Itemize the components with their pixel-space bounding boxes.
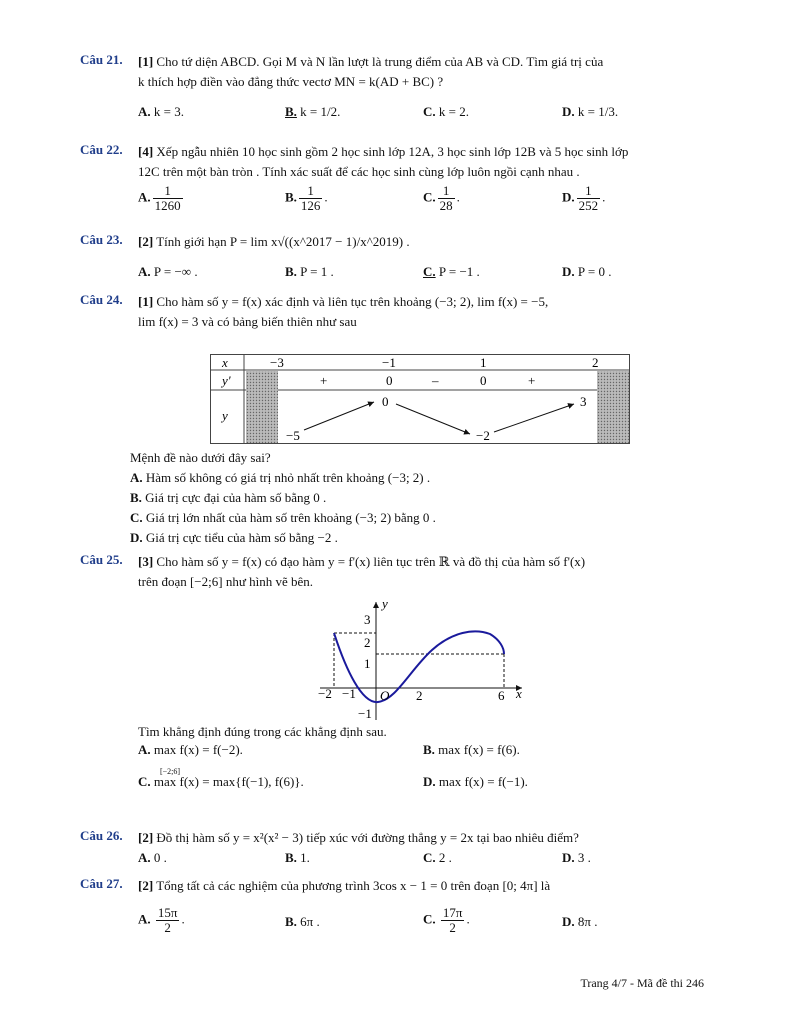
sign: 0 xyxy=(386,373,393,388)
question-label: Câu 26. xyxy=(80,828,123,843)
question-label: Câu 23. xyxy=(80,232,123,247)
level-tag: [2] xyxy=(138,878,154,893)
level-tag: [4] xyxy=(138,144,154,159)
question-label: Câu 27. xyxy=(80,876,123,891)
variation-table xyxy=(210,354,630,444)
level-tag: [2] xyxy=(138,234,154,249)
option-b[interactable]: B. P = 1 . xyxy=(285,264,334,279)
x-value: −3 xyxy=(270,355,284,370)
sign: + xyxy=(320,373,328,388)
question-24 xyxy=(80,292,710,332)
question-line-2: trên đoạn [−2;6] như hình vẽ bên. xyxy=(138,574,314,589)
level-tag: [1] xyxy=(138,54,154,69)
question-line-1: Cho hàm số y = f(x) xác định và liên tục trên khoảng (−3; 2), lim f(x) = −5, xyxy=(156,294,549,309)
answer-options xyxy=(138,264,710,292)
option-c[interactable]: C. k = 2. xyxy=(423,104,469,119)
level-tag: [2] xyxy=(138,830,154,845)
y-tick: 3 xyxy=(364,612,371,627)
question-line-1: Tính giới hạn P = lim x√((x^2017 − 1)/x^2019) . xyxy=(156,234,410,249)
option-b[interactable]: B. $\frac{1}{126}$ . xyxy=(285,183,328,213)
option-b[interactable]: B. k = 1/2. xyxy=(285,104,341,119)
table-x-label: x xyxy=(222,355,228,370)
option-d[interactable]: D. 3 . xyxy=(562,850,591,865)
question-label: Câu 21. xyxy=(80,52,123,67)
question-26 xyxy=(80,828,710,878)
statement-c[interactable]: C. Giá trị lớn nhất của hàm số trên khoảng (−3; 2) bằng 0 . xyxy=(130,510,436,525)
y-value: 0 xyxy=(382,394,389,409)
option-d[interactable]: D. max f(x) = f(−1). xyxy=(423,774,528,789)
answer-options xyxy=(138,184,710,222)
option-a[interactable]: A. k = 3. xyxy=(138,104,184,119)
hatched-left xyxy=(246,371,278,443)
arrow-up xyxy=(494,404,574,432)
x-tick: −2 xyxy=(318,686,332,701)
option-a[interactable]: A. max f(x) = f(−2). $_{[-2;6]}$ xyxy=(138,742,243,776)
option-a[interactable]: A. 0 . xyxy=(138,850,167,865)
statement-d[interactable]: D. Giá trị cực tiểu của hàm số bằng −2 . xyxy=(130,530,338,545)
answer-options xyxy=(138,742,710,774)
option-d[interactable]: D. 8π . xyxy=(562,914,598,929)
level-tag: [3] xyxy=(138,554,154,569)
option-a[interactable]: A. $\frac{15\pi}{2}$ . xyxy=(138,905,185,935)
answer-options xyxy=(138,906,710,946)
option-d[interactable]: D. $\frac{1}{252}$ . xyxy=(562,183,606,213)
page-footer: Trang 4/7 - Mã đề thi 246 xyxy=(580,976,704,990)
option-d[interactable]: D. k = 1/3. xyxy=(562,104,619,119)
hatched-right xyxy=(597,371,629,443)
answer-options xyxy=(138,104,710,132)
option-c[interactable]: C. $\frac{1}{28}$ . xyxy=(423,183,460,213)
statement-b[interactable]: B. Giá trị cực đại của hàm số bằng 0 . xyxy=(130,490,327,505)
option-b[interactable]: B. 6π . xyxy=(285,914,320,929)
x-tick: 2 xyxy=(416,688,423,703)
option-c[interactable]: C. 2 . xyxy=(423,850,452,865)
x-value: 2 xyxy=(592,355,599,370)
question-text xyxy=(138,876,710,896)
statement-a[interactable]: A. Hàm số không có giá trị nhỏ nhất trên khoảng (−3; 2) . xyxy=(130,470,431,485)
sub-question: Tìm khẳng định đúng trong các khẳng định sau. xyxy=(138,724,387,739)
sub-question: Mệnh đề nào dưới đây sai? xyxy=(130,450,271,465)
y-tick: −1 xyxy=(358,706,372,721)
option-a[interactable]: A. P = −∞ . xyxy=(138,264,198,279)
question-line-1: Đồ thị hàm số y = x²(x² − 3) tiếp xúc với đường thẳng y = 2x tại bao nhiêu điểm? xyxy=(156,830,579,845)
question-text xyxy=(138,552,710,592)
option-c[interactable]: C. max f(x) = max{f(−1), f(6)}. xyxy=(138,774,304,789)
x-value: 1 xyxy=(480,355,487,370)
question-27 xyxy=(80,876,710,946)
question-23 xyxy=(80,232,710,292)
question-line-2: lim f(x) = 3 và có bảng biến thiên như sau xyxy=(138,314,357,329)
question-text xyxy=(138,232,710,252)
y-value: −5 xyxy=(286,428,300,443)
option-c[interactable]: C. $\frac{17\pi}{2}$ . xyxy=(423,905,470,935)
x-tick: 6 xyxy=(498,688,505,703)
y-value: −2 xyxy=(476,428,490,443)
question-24-statements xyxy=(80,448,710,548)
option-b[interactable]: B. max f(x) = f(6). xyxy=(423,742,520,757)
arrow-down xyxy=(396,404,470,434)
table-y-label: y xyxy=(222,408,228,423)
graph-origin: O xyxy=(380,688,390,703)
graph-x-label: x xyxy=(516,686,522,701)
x-tick: −1 xyxy=(342,686,356,701)
statements xyxy=(130,448,710,548)
level-tag: [1] xyxy=(138,294,154,309)
option-d[interactable]: D. P = 0 . xyxy=(562,264,612,279)
answer-options xyxy=(138,850,710,878)
sign: 0 xyxy=(480,373,487,388)
option-a[interactable]: A. $\frac{1}{1260}$ xyxy=(138,183,181,213)
x-value: −1 xyxy=(382,355,396,370)
question-label: Câu 25. xyxy=(80,552,123,567)
question-line-2: 12C trên một bàn tròn . Tính xác suất để các học sinh cùng lớp luôn ngồi cạnh nhau . xyxy=(138,164,580,179)
question-line-1: Cho tứ diện ABCD. Gọi M và N lần lượt là trung điểm của AB và CD. Tìm giá trị của xyxy=(156,54,604,69)
y-tick: 1 xyxy=(364,656,371,671)
y-tick: 2 xyxy=(364,635,371,650)
y-value: 3 xyxy=(580,394,587,409)
question-line-1: Tổng tất cả các nghiệm của phương trình 3cos x − 1 = 0 trên đoạn [0; 4π] là xyxy=(156,878,551,893)
graph-y-label: y xyxy=(382,598,388,611)
question-text xyxy=(138,52,710,92)
question-label: Câu 22. xyxy=(80,142,123,157)
question-text xyxy=(138,828,710,848)
option-c[interactable]: C. P = −1 . xyxy=(423,264,480,279)
derivative-graph xyxy=(310,598,530,724)
option-b[interactable]: B. 1. xyxy=(285,850,310,865)
answer-options xyxy=(138,774,710,806)
question-22 xyxy=(80,142,710,222)
sign: + xyxy=(528,373,536,388)
question-21 xyxy=(80,52,710,132)
table-yp-label: y' xyxy=(222,373,231,388)
question-line-1: Xếp ngẫu nhiên 10 học sinh gồm 2 học sinh lớp 12A, 3 học sinh lớp 12B và 5 học sinh lớp xyxy=(156,144,629,159)
question-text xyxy=(138,292,710,332)
question-25 xyxy=(80,552,710,592)
question-25-options xyxy=(80,724,710,806)
arrow-up xyxy=(304,402,374,430)
question-label: Câu 24. xyxy=(80,292,123,307)
question-text xyxy=(138,142,710,182)
question-line-1: Cho hàm số y = f(x) có đạo hàm y = f'(x) liên tục trên ℝ và đồ thị của hàm số f'(x) xyxy=(156,554,586,569)
question-line-2: k thích hợp điền vào đẳng thức vectơ MN = k(AD + BC) ? xyxy=(138,74,444,89)
sign: – xyxy=(432,373,439,388)
